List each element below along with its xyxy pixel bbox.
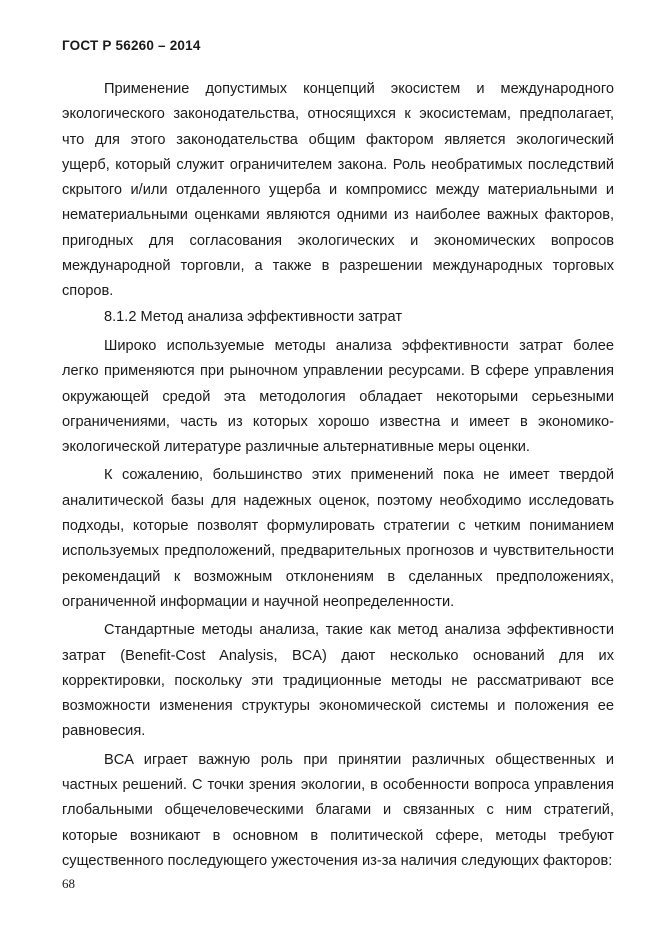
paragraph-standard-methods: Стандартные методы анализа, такие как метод анализа эффективности затрат (Benefit-Cost Analysis, BCA) дают несколько оснований для их корректировки, поскольку эти традиционные методы не рассматривают все возможности изменения структуры экономической системы и положения ее равновесия. [62,622,614,740]
paragraph-analytical-base: К сожалению, большинство этих применений пока не имеет твердой аналитической базы для надежных оценок, поэтому необходимо исследовать подходы, которые позволят формулировать стратегии с четким пониманием используемых предположений, предварительных прогнозов и чувствительности рекомендаций к возможным отклонениям в сделанных предположениях, ограниченной информации и научной неопределенности. [62,467,614,610]
document-header: ГОСТ Р 56260 – 2014 [62,38,201,53]
paragraph-cost-analysis-methods: Широко используемые методы анализа эффективности затрат более легко применяются при рыночном управлении ресурсами. В сфере управления окружающей средой эта методология обладает некоторыми серьезными ограничениями, часть из которых хорошо известна и имеет в экономико-экологической литературе различные альтернативные меры оценки. [62,337,614,456]
paragraph-ecosystem-concepts: Применение допустимых концепций экосистем и международного экологического законодательства, относящихся к экосистемам, предполагает, что для этого законодательства общим фактором является экологический ущерб, который служит ограничителем закона. Роль необратимых последствий скрытого и/или отдаленного ущерба и компромисс между материальными и нематериальными оценками являются одними из наиболее важных факторов, пригодных для согласования экологических и экономических вопросов международной торговли, а также в разрешении международных торговых споров. [62,81,614,300]
section-heading-8-1-2: 8.1.2 Метод анализа эффективности затрат [104,308,403,325]
document-body [62,77,614,874]
paragraph-bca-role: BCA играет важную роль при принятии различных общественных и частных решений. С точки зрения экологии, в особенности вопроса управления глобальными общечеловеческими благами и связанных с ним стратегий, которые возникают в основном в политической сфере, методы требуют существенного последующего ужесточения из-за наличия следующих факторов: [62,751,614,869]
page-number: 68 [62,876,75,891]
